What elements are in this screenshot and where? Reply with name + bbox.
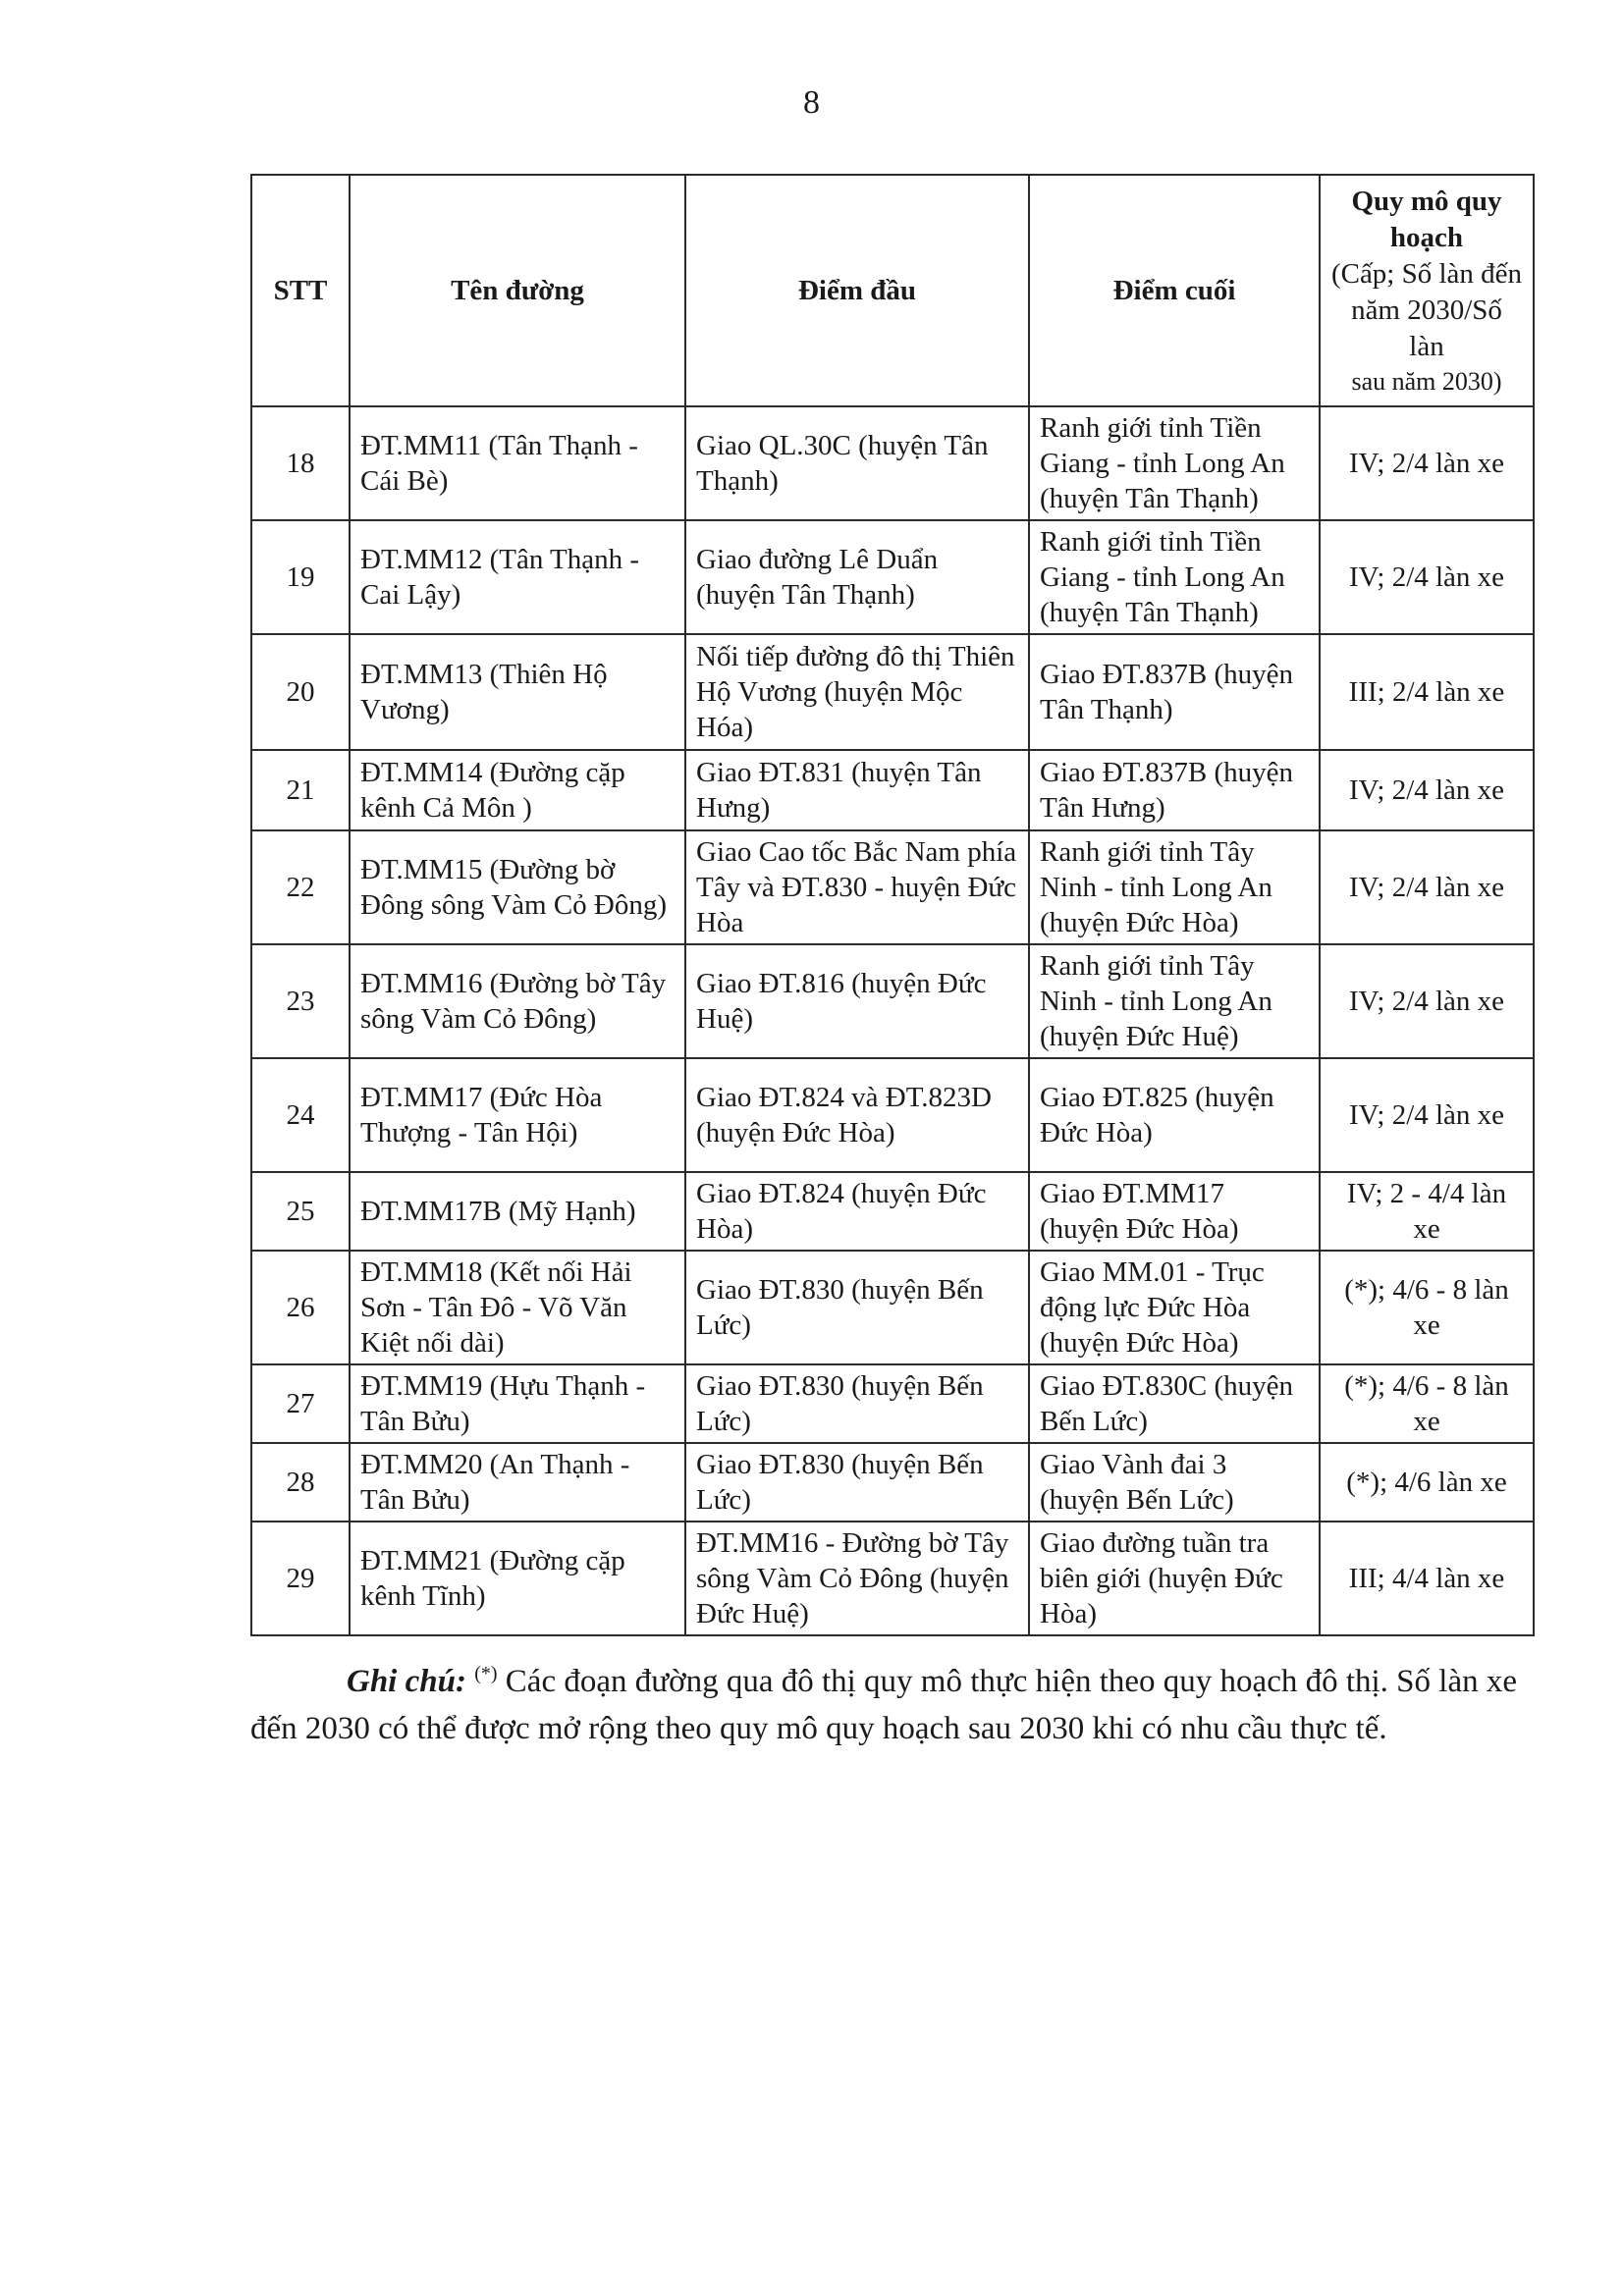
table-row [251,1251,1534,1364]
row-scale-cell: (*); 4/6 làn xe [1320,1443,1534,1522]
row-start-point-cell: Giao ĐT.816 (huyện Đức Huệ) [685,944,1029,1058]
footnote-label: Ghi chú: [347,1664,466,1699]
row-scale-cell: IV; 2/4 làn xe [1320,520,1534,634]
row-start-point-cell: Giao đường Lê Duẩn (huyện Tân Thạnh) [685,520,1029,634]
row-scale-cell: IV; 2 - 4/4 làn xe [1320,1172,1534,1251]
row-start-point-cell: Giao ĐT.824 (huyện Đức Hòa) [685,1172,1029,1251]
row-end-point-cell: Ranh giới tỉnh Tây Ninh - tỉnh Long An (huyện Đức Huệ) [1029,944,1320,1058]
row-stt-cell: 29 [251,1522,350,1635]
row-scale-cell: (*); 4/6 - 8 làn xe [1320,1364,1534,1443]
row-scale-cell: III; 2/4 làn xe [1320,634,1534,750]
row-start-point-cell: Giao ĐT.830 (huyện Bến Lức) [685,1443,1029,1522]
table-row [251,406,1534,520]
table-row [251,1172,1534,1251]
row-start-point-cell: Giao ĐT.824 và ĐT.823D (huyện Đức Hòa) [685,1058,1029,1172]
table-body [251,406,1534,1635]
table-header-row [251,175,1534,406]
row-stt-cell: 22 [251,830,350,944]
table-row [251,634,1534,750]
row-road-name-cell: ĐT.MM20 (An Thạnh - Tân Bửu) [350,1443,685,1522]
table-row [251,750,1534,830]
table-row [251,944,1534,1058]
row-end-point-cell: Ranh giới tỉnh Tiền Giang - tỉnh Long An (huyện Tân Thạnh) [1029,406,1320,520]
header-stt: STT [251,175,350,406]
header-planning-scale [1320,175,1534,406]
row-road-name-cell: ĐT.MM19 (Hựu Thạnh -Tân Bửu) [350,1364,685,1443]
table-row [251,830,1534,944]
row-end-point-cell: Ranh giới tỉnh Tiền Giang - tỉnh Long An (huyện Tân Thạnh) [1029,520,1320,634]
row-stt-cell: 20 [251,634,350,750]
row-road-name-cell: ĐT.MM12 (Tân Thạnh - Cai Lậy) [350,520,685,634]
row-start-point-cell: ĐT.MM16 - Đường bờ Tây sông Vàm Cỏ Đông (huyện Đức Huệ) [685,1522,1029,1635]
row-stt-cell: 24 [251,1058,350,1172]
header-scale-subtitle: (Cấp; Số làn đến năm 2030/Số làn [1330,257,1523,363]
row-scale-cell: IV; 2/4 làn xe [1320,944,1534,1058]
row-end-point-cell: Giao Vành đai 3 (huyện Bến Lức) [1029,1443,1320,1522]
page-number: 8 [803,84,820,121]
table-row [251,1058,1534,1172]
table-row [251,1443,1534,1522]
row-scale-cell: IV; 2/4 làn xe [1320,830,1534,944]
row-road-name-cell: ĐT.MM16 (Đường bờ Tây sông Vàm Cỏ Đông) [350,944,685,1058]
row-stt-cell: 26 [251,1251,350,1364]
row-road-name-cell: ĐT.MM18 (Kết nối Hải Sơn - Tân Đô - Võ Văn Kiệt nối dài) [350,1251,685,1364]
row-start-point-cell: Giao Cao tốc Bắc Nam phía Tây và ĐT.830 - huyện Đức Hòa [685,830,1029,944]
row-end-point-cell: Giao đường tuần tra biên giới (huyện Đức Hòa) [1029,1522,1320,1635]
header-end-point: Điểm cuối [1029,175,1320,406]
row-end-point-cell: Giao ĐT.830C (huyện Bến Lức) [1029,1364,1320,1443]
row-stt-cell: 19 [251,520,350,634]
row-end-point-cell: Giao ĐT.MM17 (huyện Đức Hòa) [1029,1172,1320,1251]
row-stt-cell: 28 [251,1443,350,1522]
row-start-point-cell: Giao ĐT.830 (huyện Bến Lức) [685,1364,1029,1443]
row-stt-cell: 18 [251,406,350,520]
footnote [250,1659,1533,1753]
row-end-point-cell: Giao ĐT.825 (huyện Đức Hòa) [1029,1058,1320,1172]
header-road-name: Tên đường [350,175,685,406]
row-start-point-cell: Giao ĐT.830 (huyện Bến Lức) [685,1251,1029,1364]
row-start-point-cell: Nối tiếp đường đô thị Thiên Hộ Vương (huyện Mộc Hóa) [685,634,1029,750]
row-road-name-cell: ĐT.MM17B (Mỹ Hạnh) [350,1172,685,1251]
table-row [251,1364,1534,1443]
footnote-marker: (*) [474,1663,498,1684]
row-end-point-cell: Giao ĐT.837B (huyện Tân Thạnh) [1029,634,1320,750]
row-scale-cell: III; 4/4 làn xe [1320,1522,1534,1635]
row-end-point-cell: Ranh giới tỉnh Tây Ninh - tỉnh Long An (huyện Đức Hòa) [1029,830,1320,944]
row-end-point-cell: Giao ĐT.837B (huyện Tân Hưng) [1029,750,1320,830]
row-road-name-cell: ĐT.MM13 (Thiên Hộ Vương) [350,634,685,750]
row-road-name-cell: ĐT.MM11 (Tân Thạnh - Cái Bè) [350,406,685,520]
row-end-point-cell: Giao MM.01 - Trục động lực Đức Hòa (huyện Đức Hòa) [1029,1251,1320,1364]
road-planning-table [250,174,1535,1636]
row-start-point-cell: Giao ĐT.831 (huyện Tân Hưng) [685,750,1029,830]
row-scale-cell: (*); 4/6 - 8 làn xe [1320,1251,1534,1364]
header-scale-title: Quy mô quy hoạch [1351,185,1502,253]
row-start-point-cell: Giao QL.30C (huyện Tân Thạnh) [685,406,1029,520]
row-road-name-cell: ĐT.MM15 (Đường bờ Đông sông Vàm Cỏ Đông) [350,830,685,944]
row-scale-cell: IV; 2/4 làn xe [1320,1058,1534,1172]
table-row [251,1522,1534,1635]
row-scale-cell: IV; 2/4 làn xe [1320,750,1534,830]
row-stt-cell: 23 [251,944,350,1058]
row-road-name-cell: ĐT.MM17 (Đức Hòa Thượng - Tân Hội) [350,1058,685,1172]
footnote-text: Các đoạn đường qua đô thị quy mô thực hiện theo quy hoạch đô thị. Số làn xe đến 2030 có thể được mở rộng theo quy mô quy hoạch sau 2030 khi có nhu cầu thực tế. [250,1664,1517,1746]
row-stt-cell: 27 [251,1364,350,1443]
row-road-name-cell: ĐT.MM14 (Đường cặp kênh Cả Môn ) [350,750,685,830]
row-stt-cell: 25 [251,1172,350,1251]
table-row [251,520,1534,634]
header-scale-subtitle-end: sau năm 2030) [1351,367,1502,397]
row-scale-cell: IV; 2/4 làn xe [1320,406,1534,520]
header-start-point: Điểm đầu [685,175,1029,406]
row-stt-cell: 21 [251,750,350,830]
row-road-name-cell: ĐT.MM21 (Đường cặp kênh Tĩnh) [350,1522,685,1635]
